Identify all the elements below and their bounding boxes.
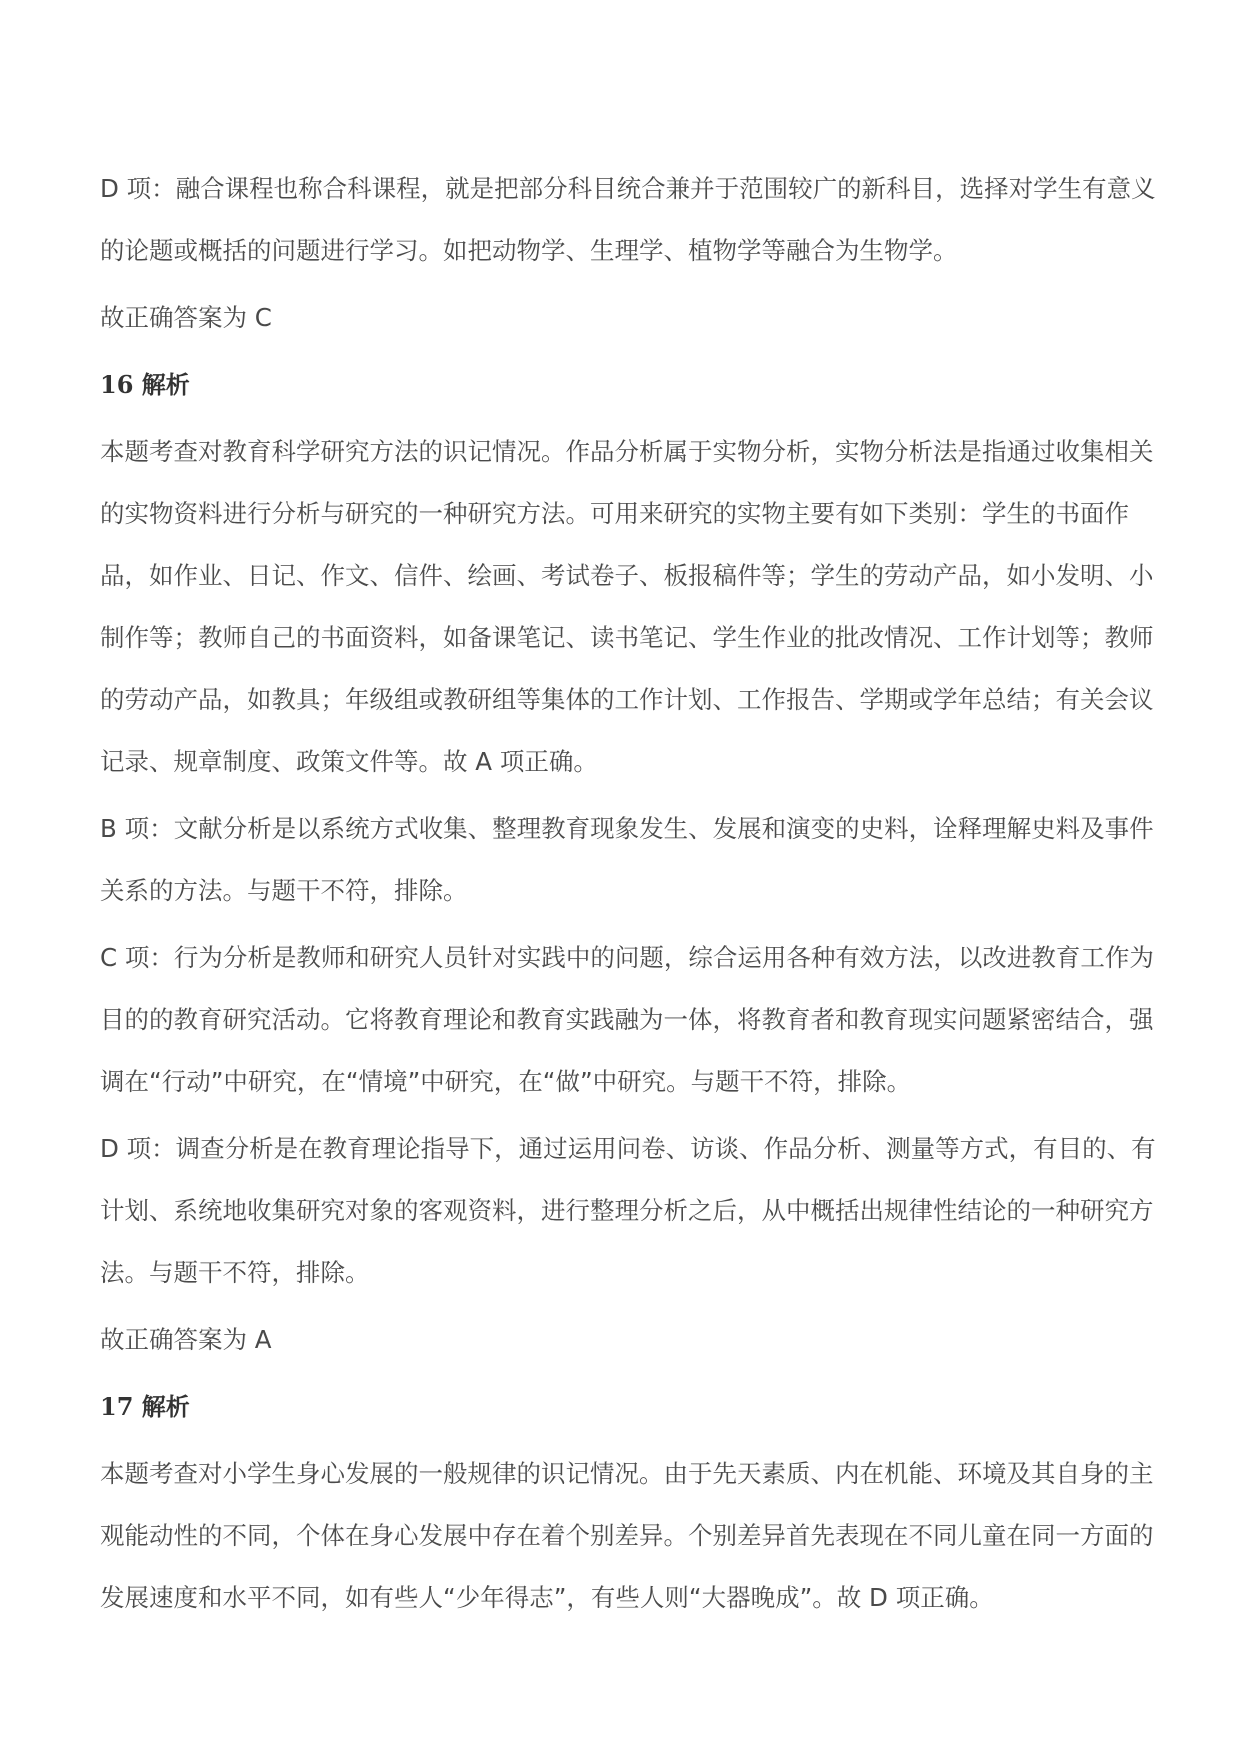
paragraph-question-16-explanation: 本题考查对教育科学研究方法的识记情况。作品分析属于实物分析，实物分析法是指通过收集相关的实物资料进行分析与研究的一种研究方法。可用来研究的实物主要有如下类别：学生的书面作品，如作业、日记、作文、信件、绘画、考试卷子、板报稿件等；学生的劳动产品，如小发明、小制作等；教师自己的书面资料，如备课笔记、读书笔记、学生作业的批改情况、工作计划等；教师的劳动产品，如教具；年级组或教研组等集体的工作计划、工作报告、学期或学年总结；有关会议记录、规章制度、政策文件等。故 A 项正确。 bbox=[100, 437, 1154, 776]
heading-question-16: 16 解析 bbox=[100, 370, 190, 399]
heading-question-17: 17 解析 bbox=[100, 1392, 190, 1421]
paragraph-question-17-explanation: 本题考查对小学生身心发展的一般规律的识记情况。由于先天素质、内在机能、环境及其自身的主观能动性的不同，个体在身心发展中存在着个别差异。个别差异首先表现在不同儿童在同一方面的发展速度和水平不同，如有些人“少年得志”，有些人则“大器晚成”。故 D 项正确。 bbox=[100, 1459, 1154, 1612]
answer-line-16: 故正确答案为 A bbox=[100, 1325, 272, 1354]
paragraph-option-c-behavior-analysis: C 项：行为分析是教师和研究人员针对实践中的问题，综合运用各种有效方法，以改进教育工作为目的的教育研究活动。它将教育理论和教育实践融为一体，将教育者和教育现实问题紧密结合，强调在“行动”中研究，在“情境”中研究，在“做”中研究。与题干不符，排除。 bbox=[100, 943, 1154, 1096]
paragraph-option-b-literature-analysis: B 项：文献分析是以系统方式收集、整理教育现象发生、发展和演变的史料，诠释理解史料及事件关系的方法。与题干不符，排除。 bbox=[100, 814, 1154, 905]
paragraph-option-d-survey-analysis: D 项：调查分析是在教育理论指导下，通过运用问卷、访谈、作品分析、测量等方式，有目的、有计划、系统地收集研究对象的客观资料，进行整理分析之后，从中概括出规律性结论的一种研究方法。与题干不符，排除。 bbox=[100, 1134, 1156, 1287]
paragraph-option-d-integrated-curriculum: D 项：融合课程也称合科课程，就是把部分科目统合兼并于范围较广的新科目，选择对学生有意义的论题或概括的问题进行学习。如把动物学、生理学、植物学等融合为生物学。 bbox=[100, 174, 1156, 265]
document-page bbox=[100, 158, 1160, 1634]
answer-line-15: 故正确答案为 C bbox=[100, 303, 272, 332]
